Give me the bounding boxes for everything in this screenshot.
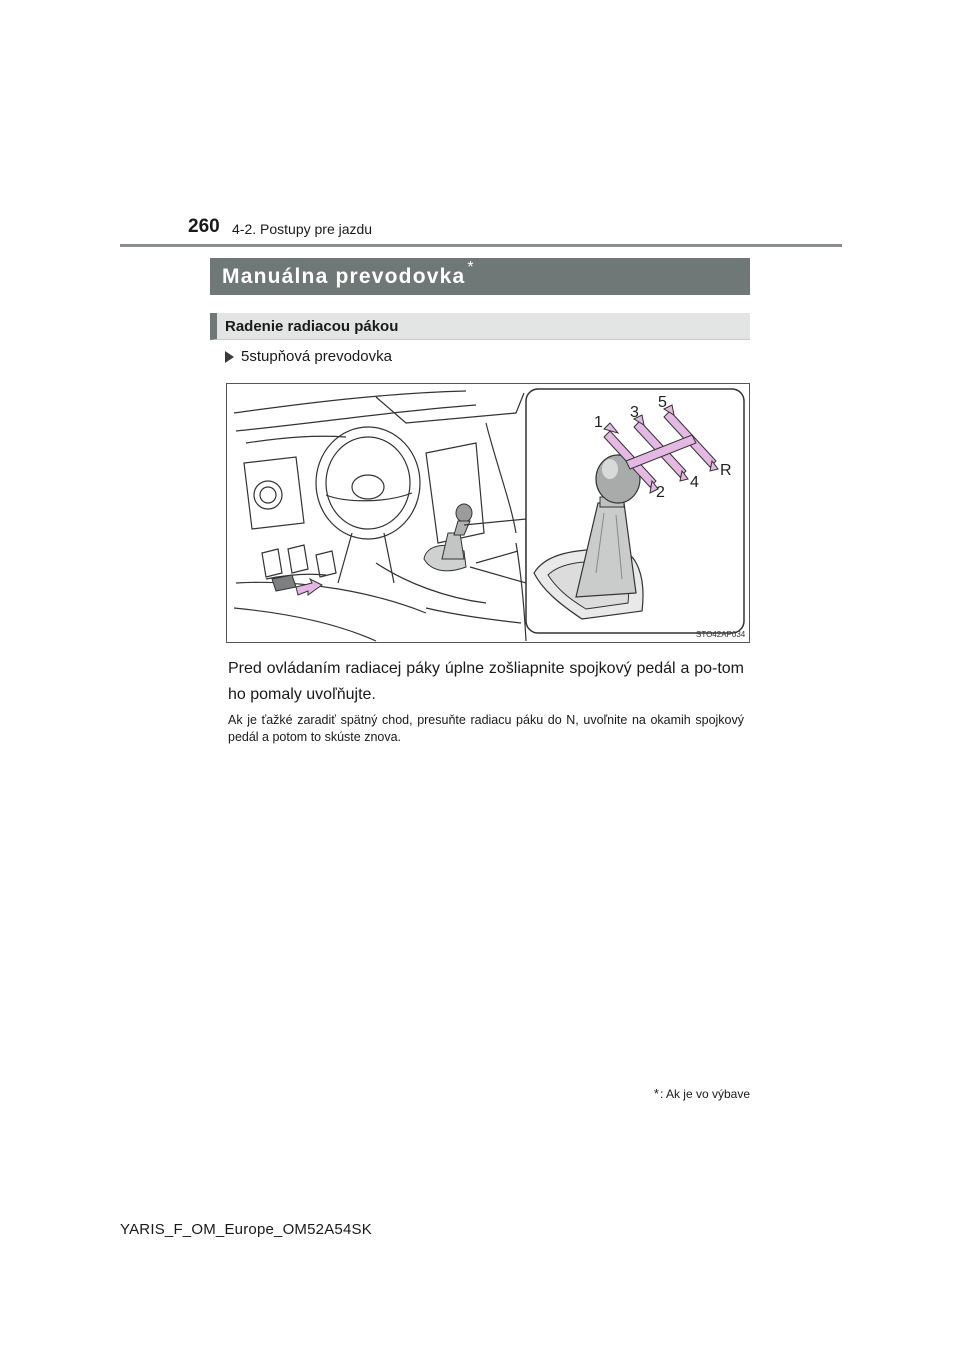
gear-label: 1 — [594, 414, 603, 431]
footnote-text: : Ak je vo výbave — [659, 1086, 750, 1101]
subsection-title: Radenie radiacou pákou — [225, 317, 399, 335]
equipment-star-marker: * — [467, 258, 474, 276]
page-number: 260 — [188, 216, 220, 237]
subsection-header — [210, 313, 750, 340]
header-rule — [120, 244, 842, 247]
gearshift-figure-svg — [226, 383, 750, 643]
gear-label: 2 — [656, 484, 665, 501]
gear-label: R — [720, 462, 732, 479]
figure-code: STO42AP034 — [696, 630, 746, 639]
gear-label: 3 — [630, 404, 639, 421]
instruction-paragraph: Pred ovládaním radiacej páky úplne zošliapnite spojkový pedál a po-tom ho pomaly uvoľňujte. — [228, 660, 744, 703]
footer-doc-id: YARIS_F_OM_Europe_OM52A54SK — [120, 1221, 372, 1238]
footnote-star-marker: * — [653, 1086, 659, 1101]
note-paragraph: Ak je ťažké zaradiť spätný chod, presuňte radiacu páku do N, uvoľnite na okamih spojkový pedál a potom to skúste znova. — [228, 713, 744, 744]
gear-label: 4 — [690, 474, 699, 491]
running-head: 4-2. Postupy pre jazdu — [232, 221, 373, 237]
triangle-bullet-icon — [225, 351, 234, 363]
bullet-text: 5stupňová prevodovka — [241, 348, 392, 365]
bullet-line — [225, 348, 392, 365]
section-title: Manuálna prevodovka — [222, 264, 466, 288]
gearshift-illustration — [226, 383, 750, 643]
gear-label: 5 — [658, 394, 667, 411]
section-header — [210, 258, 750, 295]
footnote — [654, 1086, 750, 1101]
